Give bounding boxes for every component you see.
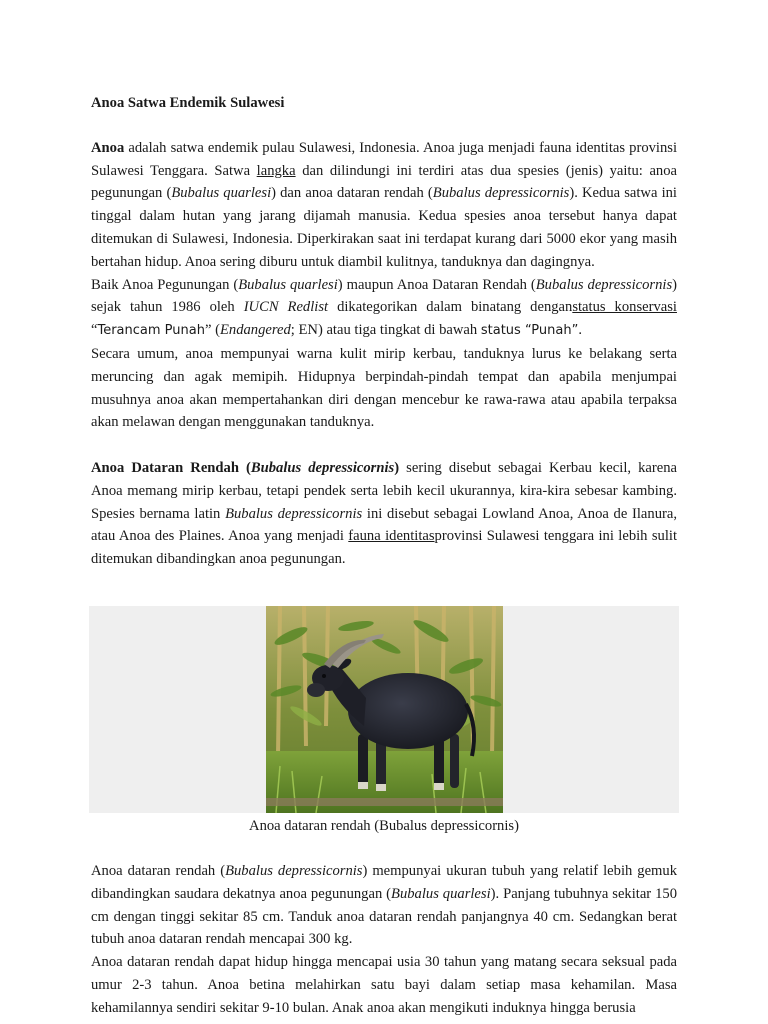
figure-caption: Anoa dataran rendah (Bubalus depressicornis) [249,818,519,834]
paragraph-description: Secara umum, anoa mempunyai warna kulit mirip kerbau, tanduknya lurus ke belakang serta meruncing dan agak memipih. Hidupnya berpindah-pindah tempat dan apabila menjumpai musuhnya anoa akan mempertahankan diri dengan mencebur ke rawa-rawa atau apabila terpaksa akan melawan dengan menggunakan tanduknya. [91,345,677,431]
link-fauna-identitas[interactable]: fauna identitas [348,528,435,545]
link-langka[interactable]: langka [256,162,296,179]
paragraph-size: Anoa dataran rendah (Bubalus depressicornis) mempunyai ukuran tubuh yang relatif lebih gemuk dibandingkan saudara dekatnya anoa pegunungan (Bubalus quarlesi). Panjang tubuhnya sekitar 150 cm dengan tinggi sekitar 85 cm. Tanduk anoa dataran rendah panjangnya 40 cm. Sedangkan berat tubuh anoa dataran rendah mencapai 300 kg. [91,863,678,948]
document-body [91,92,677,571]
figure [89,606,679,813]
paragraph-status: Baik Anoa Pegunungan (Bubalus quarlesi) maupun Anoa Dataran Rendah (Bubalus depressicornis) sejak tahun 1986 oleh IUCN Redlist dikategorikan dalam binatang denganstatus konservasi “Terancam Punah” (Endangered; EN) atau tiga tingkat di bawah status “Punah”. [91,276,677,339]
document-body-continued [91,860,677,1020]
paragraph-intro: Anoa adalah satwa endemik pulau Sulawesi, Indonesia. Anoa juga menjadi fauna identitas provinsi Sulawesi Tenggara. Satwa langka dan dilindungi ini terdiri atas dua spesies (jenis) yaitu: anoa pegunungan (Bubalus quarlesi) dan anoa dataran rendah (Bubalus depressicornis). Kedua satwa ini tinggal dalam hutan yang jarang dijamah manusia. Kedua spesies anoa tersebut hanya dapat ditemukan di Sulawesi, Indonesia. Diperkirakan saat ini terdapat kurang dari 5000 ekor yang masih bertahan hidup. Anoa sering diburu untuk diambil kulitnya, tanduknya dan dagingnya. [91,139,677,270]
document-title: Anoa Satwa Endemik Sulawesi [91,95,285,111]
paragraph-lowland: Anoa Dataran Rendah (Bubalus depressicornis) sering disebut sebagai Kerbau kecil, karena Anoa memang mirip kerbau, tetapi pendek serta lebih kecil ukurannya, kira-kira sebesar kambing. Spesies bernama latin Bubalus depressicornis ini disebut sebagai Lowland Anoa, Anoa de Ilanura, atau Anoa des Plaines. Anoa yang menjadi fauna identitasprovinsi Sulawesi tenggara ini lebih sulit ditemukan dibandingkan anoa pegunungan. [91,459,677,568]
anoa-term: Anoa [91,139,125,156]
paragraph-lifespan: Anoa dataran rendah dapat hidup hingga mencapai usia 30 tahun yang matang secara seksual pada umur 2-3 tahun. Anoa betina melahirkan satu bayi dalam setiap masa kehamilan. Masa kehamilannya sendiri sekitar 9-10 bulan. Anak anoa akan mengikuti induknya hingga berusia [91,954,677,1016]
link-status-konservasi[interactable]: status konservasi [572,299,677,316]
anoa-photo [266,606,503,813]
